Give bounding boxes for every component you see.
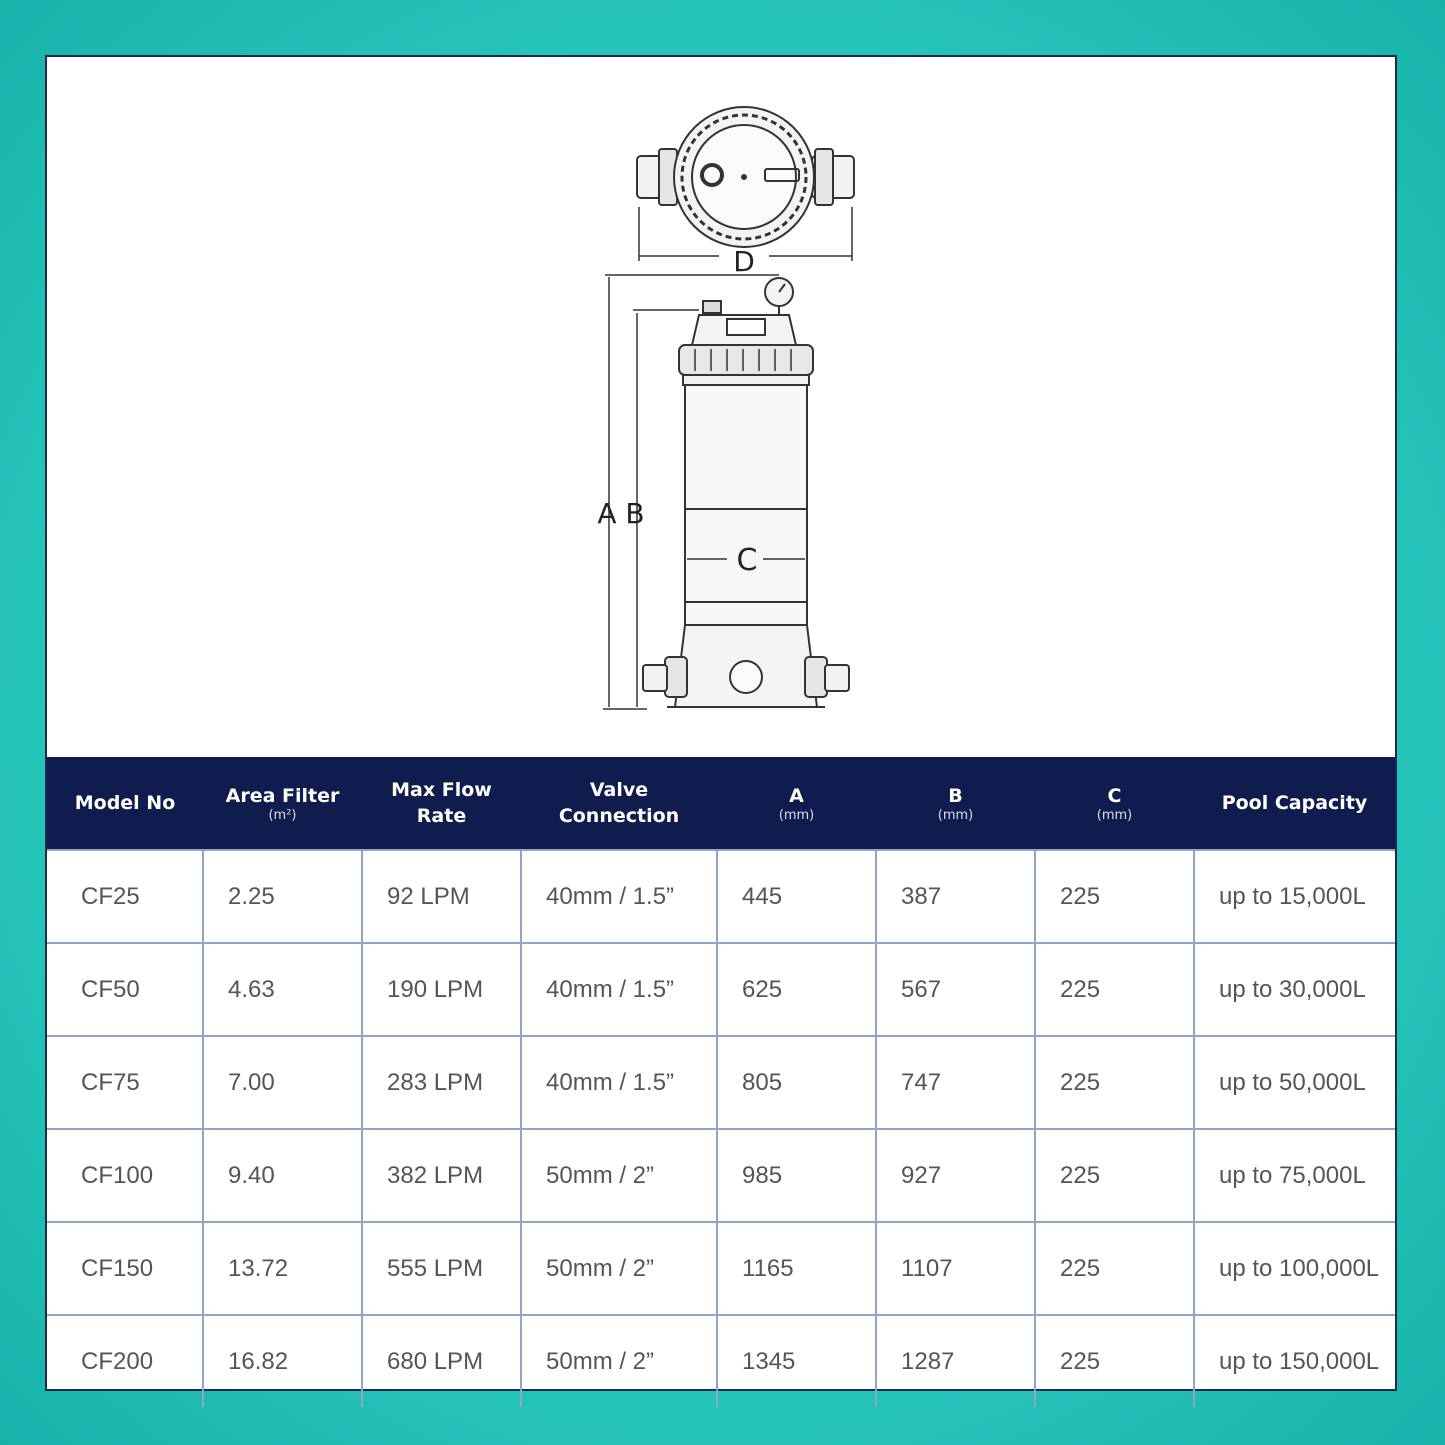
filter-dimension-diagram [47, 57, 1399, 757]
label-d: D [733, 245, 755, 278]
table-row [47, 1036, 1395, 1129]
side-view-drawing [643, 278, 849, 707]
cell-flow: 283 LPM [362, 1036, 521, 1129]
cell-a: 985 [717, 1129, 876, 1222]
label-a-b: A B [597, 497, 645, 530]
cell-model: CF50 [47, 943, 203, 1036]
cell-flow: 555 LPM [362, 1222, 521, 1315]
cell-b: 387 [876, 850, 1035, 943]
cell-b: 927 [876, 1129, 1035, 1222]
cell-model: CF100 [47, 1129, 203, 1222]
cell-valve: 50mm / 2” [521, 1222, 717, 1315]
header-c: C (mm) [1035, 757, 1194, 850]
header-pool-capacity: Pool Capacity [1194, 757, 1395, 850]
cell-c: 225 [1035, 1129, 1194, 1222]
cell-model: CF25 [47, 850, 203, 943]
cell-model: CF75 [47, 1036, 203, 1129]
cell-area: 2.25 [203, 850, 362, 943]
cell-b: 1287 [876, 1315, 1035, 1407]
header-model-no: Model No [47, 757, 203, 850]
cell-area: 4.63 [203, 943, 362, 1036]
cell-b: 1107 [876, 1222, 1035, 1315]
spec-table [47, 757, 1395, 1407]
table-row [47, 1129, 1395, 1222]
cell-a: 1345 [717, 1315, 876, 1407]
cell-flow: 190 LPM [362, 943, 521, 1036]
cell-a: 805 [717, 1036, 876, 1129]
header-valve-connection: Valve Connection [521, 757, 717, 850]
table-row [47, 850, 1395, 943]
cell-a: 445 [717, 850, 876, 943]
cell-c: 225 [1035, 1315, 1194, 1407]
cell-area: 9.40 [203, 1129, 362, 1222]
cell-capacity: up to 15,000L [1194, 850, 1395, 943]
cell-c: 225 [1035, 850, 1194, 943]
table-header-row [47, 757, 1395, 850]
cell-valve: 50mm / 2” [521, 1129, 717, 1222]
cell-area: 16.82 [203, 1315, 362, 1407]
cell-c: 225 [1035, 943, 1194, 1036]
header-max-flow-rate: Max Flow Rate [362, 757, 521, 850]
cell-capacity: up to 30,000L [1194, 943, 1395, 1036]
cell-a: 625 [717, 943, 876, 1036]
cell-area: 13.72 [203, 1222, 362, 1315]
cell-flow: 680 LPM [362, 1315, 521, 1407]
spec-card [45, 55, 1397, 1391]
cell-a: 1165 [717, 1222, 876, 1315]
table-row [47, 1315, 1395, 1407]
cell-capacity: up to 50,000L [1194, 1036, 1395, 1129]
cell-flow: 92 LPM [362, 850, 521, 943]
cell-c: 225 [1035, 1222, 1194, 1315]
cell-valve: 40mm / 1.5” [521, 850, 717, 943]
cell-capacity: up to 75,000L [1194, 1129, 1395, 1222]
header-a: A (mm) [717, 757, 876, 850]
cell-capacity: up to 100,000L [1194, 1222, 1395, 1315]
cell-b: 747 [876, 1036, 1035, 1129]
cell-model: CF200 [47, 1315, 203, 1407]
cell-b: 567 [876, 943, 1035, 1036]
top-view-drawing [637, 107, 854, 247]
label-c: C [736, 543, 758, 578]
table-row [47, 943, 1395, 1036]
cell-model: CF150 [47, 1222, 203, 1315]
header-b: B (mm) [876, 757, 1035, 850]
cell-valve: 40mm / 1.5” [521, 943, 717, 1036]
table-row [47, 1222, 1395, 1315]
header-area-filter: Area Filter (m²) [203, 757, 362, 850]
cell-area: 7.00 [203, 1036, 362, 1129]
cell-flow: 382 LPM [362, 1129, 521, 1222]
cell-capacity: up to 150,000L [1194, 1315, 1395, 1407]
cell-c: 225 [1035, 1036, 1194, 1129]
cell-valve: 40mm / 1.5” [521, 1036, 717, 1129]
cell-valve: 50mm / 2” [521, 1315, 717, 1407]
